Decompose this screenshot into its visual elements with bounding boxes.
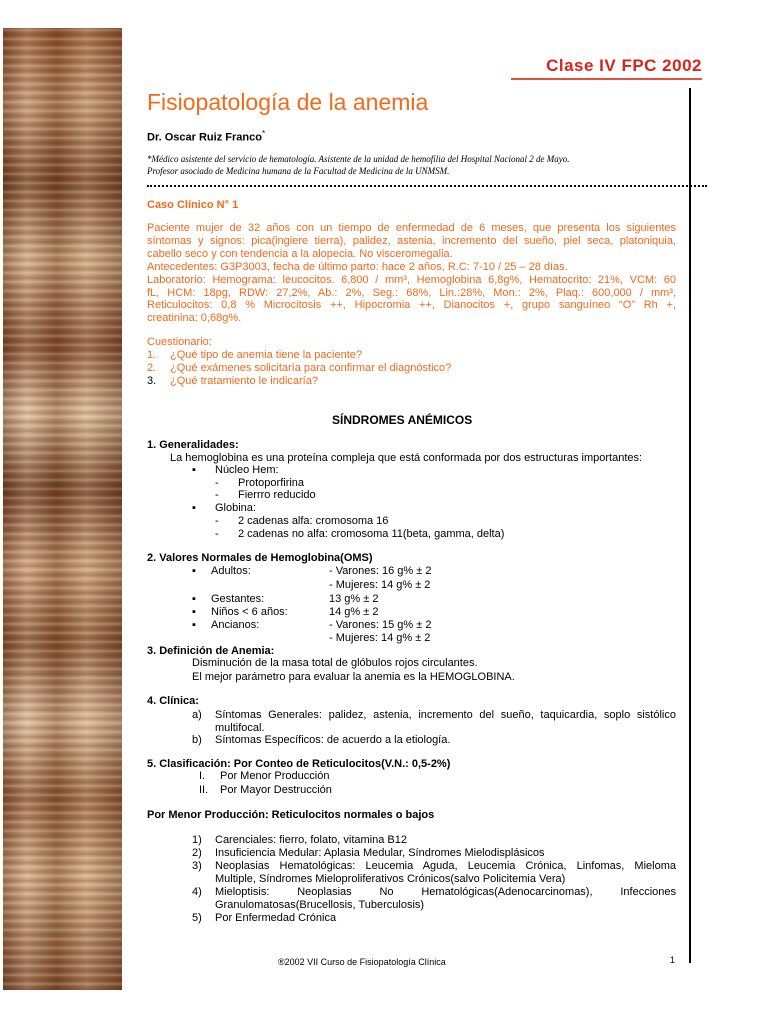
nucleo-item: Fierrro reducido — [238, 489, 316, 501]
dash-icon: - — [215, 528, 219, 540]
affiliation — [147, 153, 570, 177]
bullet-icon: ▪ — [192, 565, 196, 577]
valores-value: - Varones: 16 g% ± 2 — [329, 565, 432, 577]
valores-label: Adultos: — [211, 565, 251, 577]
author-mark: * — [261, 129, 266, 138]
valores-value: - Mujeres: 14 g% ± 2 — [329, 632, 431, 644]
bullet-icon: ▪ — [192, 464, 196, 476]
author-name: Dr. Oscar Ruiz Franco — [147, 131, 262, 144]
case-lab-line: fL, HCM: 18pg, RDW: 27,2%, Ab.: 2%, Seg.: 68%, Lin.:28%, Mon.: 2%, Plaq.: 600,000 / mm³, — [147, 286, 676, 299]
page-title: Fisiopatología de la anemia — [147, 89, 429, 115]
author — [147, 129, 265, 144]
dash-icon: - — [215, 477, 219, 489]
class-label: Clase IV FPC 2002 — [546, 56, 702, 75]
valores-label: Niños < 6 años: — [211, 606, 288, 618]
clasificacion-heading: 5. Clasificación: Por Conteo de Reticulocitos(V.N.: 0,5-2%) — [147, 758, 451, 770]
case-title: Caso Clínico N° 1 — [147, 199, 239, 211]
globina-label: Globina: — [215, 502, 256, 514]
valores-value: 13 g% ± 2 — [329, 593, 379, 605]
menor-item-line: Carenciales: fierro, folato, vitamina B12 — [215, 834, 407, 846]
menor-item-line: Multiple, Síndromes Mieloproliferativos Crónicos(salvo Policitemia Vera) — [215, 873, 566, 885]
page-number: 1 — [670, 955, 676, 965]
clinica-item-num: b) — [192, 734, 202, 746]
affiliation-line: Profesor asociado de Medicina humana de la Facultad de Medicina de la UNMSM. — [147, 166, 450, 176]
margin-rule — [689, 88, 691, 963]
clasificacion-item: Por Menor Producción — [220, 770, 330, 782]
bullet-icon: ▪ — [192, 593, 196, 605]
clasificacion-item-num: II. — [199, 784, 209, 796]
clinica-heading: 4. Clínica: — [147, 695, 199, 707]
definicion-heading: 3. Definición de Anemia: — [147, 645, 275, 657]
nucleo-item: Protoporfirina — [238, 477, 305, 489]
case-lab-line: Laboratorio: Hemograma: leucocitos. 6,800 / mm³, Hemoglobina 6,8g%, Hematocrito: 21%, VCM: 60 — [147, 273, 676, 286]
case-lab-line: creatinina: 0,68g%. — [147, 312, 242, 325]
menor-item-num: 1) — [192, 834, 202, 846]
globina-item: 2 cadenas alfa: cromosoma 16 — [238, 515, 389, 527]
clasificacion-item: Por Mayor Destrucción — [220, 784, 332, 796]
menor-item-line: Insuficiencia Medular: Aplasia Medular, Síndromes Mielodisplásicos — [215, 847, 545, 859]
menor-item-num: 3) — [192, 860, 202, 872]
footer-text: ®2002 VII Curso de Fisiopatología Clínica — [278, 957, 446, 967]
question-item: 1. ¿Qué tipo de anemia tiene la paciente? — [147, 349, 363, 361]
valores-label: Ancianos: — [211, 619, 260, 631]
definicion-line: El mejor parámetro para evaluar la anemia es la HEMOGLOBINA. — [192, 671, 515, 683]
question-item: 3. ¿Qué tratamiento le indicaría? — [147, 375, 318, 387]
dash-icon: - — [215, 489, 219, 501]
clinica-item-line: Síntomas Específicos: de acuerdo a la etiología. — [215, 734, 451, 746]
clasificacion-item-num: I. — [199, 770, 206, 782]
valores-value: 14 g% ± 2 — [329, 606, 379, 618]
generalidades-heading: 1. Generalidades: — [147, 439, 239, 451]
question-item: 2. ¿Qué exámenes solicitaría para confirmar el diagnóstico? — [147, 362, 452, 374]
valores-value: - Mujeres: 14 g% ± 2 — [329, 579, 431, 591]
menor-item-line: Mieloptisis: Neoplasias No Hematológicas(Adenocarcinomas), Infecciones — [215, 886, 676, 898]
dash-icon: - — [215, 515, 219, 527]
definicion-line: Disminución de la masa total de glóbulos rojos circulantes. — [192, 657, 478, 669]
case-description — [147, 222, 676, 325]
section-title: SÍNDROMES ANÉMICOS — [332, 413, 473, 427]
case-antecedentes: Antecedentes: G3P3003, fecha de último parto: hace 2 años, R.C: 7-10 / 25 – 28 días. — [147, 260, 568, 273]
bullet-icon: ▪ — [192, 619, 196, 631]
generalidades-intro: La hemoglobina es una proteína compleja que está conformada por dos estructuras importantes: — [170, 452, 643, 464]
globina-item: 2 cadenas no alfa: cromosoma 11(beta, gamma, delta) — [238, 528, 505, 540]
menor-item-num: 2) — [192, 847, 202, 859]
clinica-item-num: a) — [192, 709, 202, 721]
dotted-divider — [147, 185, 707, 187]
menor-item-line: Neoplasias Hematológicas: Leucemia Aguda, Leucemia Crónica, Linfomas, Mieloma — [215, 860, 676, 872]
menor-produccion-heading: Por Menor Producción: Reticulocitos normales o bajos — [147, 809, 435, 821]
clinica-item-line: multifocal. — [215, 722, 265, 734]
menor-item-line: Granulomatosas(Brucellosis, Tuberculosis) — [215, 899, 425, 911]
valores-value: - Varones: 15 g% ± 2 — [329, 619, 432, 631]
bullet-icon: ▪ — [192, 606, 196, 618]
nucleo-label: Núcleo Hem: — [215, 464, 279, 476]
case-line: cabello seco y con tendencia a la alopecia. No visceromegalia. — [147, 247, 453, 260]
bullet-icon: ▪ — [192, 502, 196, 514]
case-lab-line: Reticulocitos: 0,8 % Microcitosis ++, Hipocromia ++, Dianocitos +, grupo sanguíneo “O” Rh +, — [147, 299, 676, 312]
affiliation-line: *Médico asistente del servicio de hematología. Asistente de la unidad de hemofilia del Hospital Nacional 2 de Mayo. — [147, 154, 570, 164]
decorative-side-image — [3, 28, 122, 990]
menor-item-num: 4) — [192, 886, 202, 898]
case-line: síntomas y signos: pica(ingiere tierra), palidez, astenia, incremento del sueño, piel seca, platoniquia, — [147, 234, 676, 247]
valores-heading: 2. Valores Normales de Hemoglobina(OMS) — [147, 552, 373, 564]
clinica-item-line: Síntomas Generales: palidez, astenia, incremento del sueño, taquicardia, soplo sistólico — [215, 709, 676, 721]
class-label-underline — [511, 78, 702, 80]
questionnaire-label: Cuestionario: — [147, 336, 212, 348]
menor-item-num: 5) — [192, 912, 202, 924]
case-line: Paciente mujer de 32 años con un tiempo de enfermedad de 6 meses, que presenta los siguientes — [147, 222, 676, 234]
valores-label: Gestantes: — [211, 593, 265, 605]
menor-item-line: Por Enfermedad Crónica — [215, 912, 337, 924]
